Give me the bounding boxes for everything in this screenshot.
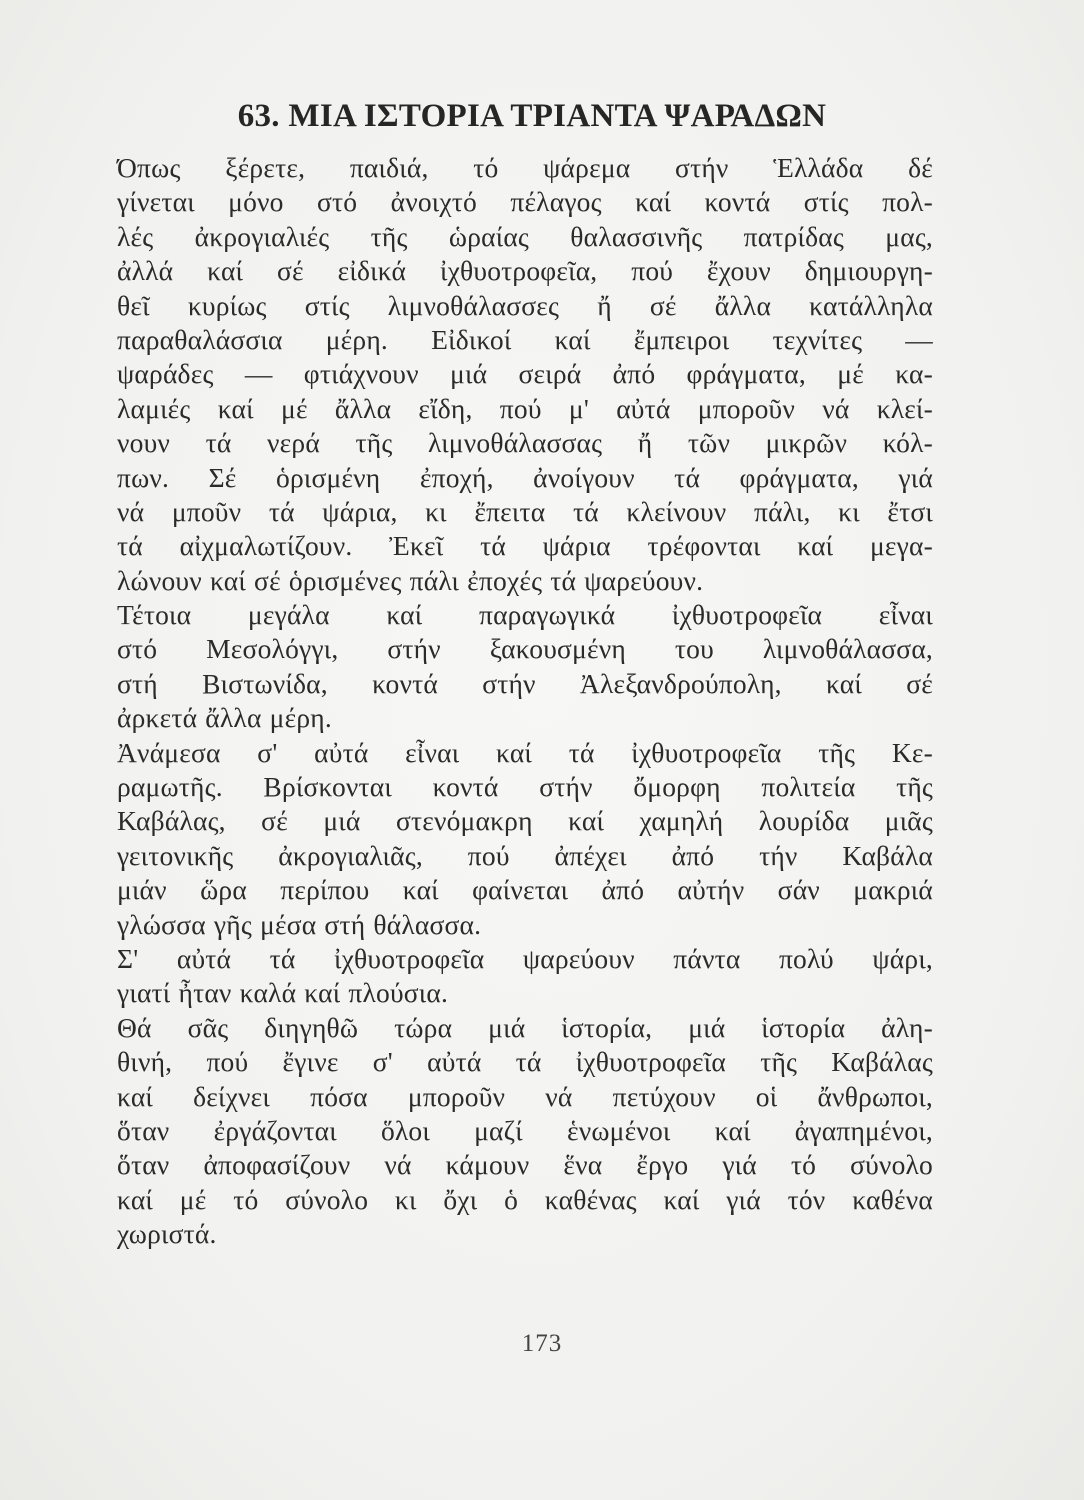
text-line: λές ἀκρογιαλιές τῆς ὡραίας θαλασσινῆς πατρίδας μας, [117,220,933,252]
text-line: Τέτοια μεγάλα καί παραγωγικά ἰχθυοτροφεῖα εἶναι [117,599,933,631]
text-line: Σ' αὐτά τά ἰχθυοτροφεῖα ψαρεύουν πάντα πολύ ψάρι, [117,942,933,974]
text-line: γλώσσα γῆς μέσα στή θάλασσα. [117,908,482,940]
text-line: λώνουν καί σέ ὁρισμένες πάλι ἐποχές τά ψαρεύουν. [117,564,704,596]
text-line: ραμωτῆς. Βρίσκονται κοντά στήν ὄμορφη πολιτεία τῆς [117,771,933,803]
text-line: στή Βιστωνίδα, κοντά στήν Ἀλεξανδρούπολη, καί σέ [117,667,933,699]
text-line: λαμιές καί μέ ἄλλα εἴδη, πού μ' αὐτά μποροῦν νά κλεί- [117,392,933,424]
text-line: νουν τά νερά τῆς λιμνοθάλασσας ἤ τῶν μικρῶν κόλ- [117,427,933,459]
text-line: γίνεται μόνο στό ἀνοιχτό πέλαγος καί κοντά στίς πολ- [117,186,933,218]
text-line: θινή, πού ἔγινε σ' αὐτά τά ἰχθυοτροφεῖα τῆς Καβάλας [117,1046,933,1078]
text-line: γειτονικῆς ἀκρογιαλιᾶς, πού ἀπέχει ἀπό τήν Καβάλα [117,839,933,871]
text-line: ἀρκετά ἄλλα μέρη. [117,702,332,734]
text-line: ψαράδες — φτιάχνουν μιά σειρά ἀπό φράγματα, μέ κα- [117,358,933,390]
text-line: Όπως ξέρετε, παιδιά, τό ψάρεμα στήν Ἑλλάδα δέ [117,152,933,183]
text-line: χωριστά. [117,1218,217,1250]
text-line: νά μποῦν τά ψάρια, κι ἔπειτα τά κλείνουν πάλι, κι ἔτσι [117,495,933,527]
text-line: καί δείχνει πόσα μποροῦν νά πετύχουν οἱ ἄνθρωποι, [117,1080,933,1112]
text-line: γιατί ἦταν καλά καί πλούσια. [117,977,449,1009]
text-line: ὅταν ἀποφασίζουν νά κάμουν ἕνα ἔργο γιά τό σύνολο [117,1149,933,1181]
text-line: καί μέ τό σύνολο κι ὄχι ὁ καθένας καί γιά τόν καθένα [117,1183,933,1215]
text-block [117,96,933,1252]
text-line: Καβάλας, σέ μιά στενόμακρη καί χαμηλή λουρίδα μιᾶς [117,805,933,837]
text-line: Ἀνάμεσα σ' αὐτά εἶναι καί τά ἰχθυοτροφεῖα τῆς Κε- [117,736,933,768]
chapter-title: 63. ΜΙΑ ΙΣΤΟΡΙΑ ΤΡΙΑΝΤΑ ΨΑΡΑΔΩΝ [237,98,827,134]
text-line: παραθαλάσσια μέρη. Εἰδικοί καί ἔμπειροι τεχνίτες — [117,323,933,355]
text-line: ἀλλά καί σέ εἰδικά ἰχθυοτροφεῖα, πού ἔχουν δημιουργη- [117,255,933,287]
text-line: στό Μεσολόγγι, στήν ξακουσμένη του λιμνοθάλασσα, [117,633,933,665]
text-line: τά αἰχμαλωτίζουν. Ἐκεῖ τά ψάρια τρέφονται καί μεγα- [117,530,933,562]
text-line: ὅταν ἐργάζονται ὅλοι μαζί ἑνωμένοι καί ἀγαπημένοι, [117,1114,933,1146]
page-number: 173 [521,1330,563,1357]
text-line: Θά σᾶς διηγηθῶ τώρα μιά ἱστορία, μιά ἱστορία ἀλη- [117,1011,933,1043]
text-line: θεῖ κυρίως στίς λιμνοθάλασσες ἤ σέ ἄλλα κατάλληλα [117,289,933,321]
body-text [117,151,933,1252]
text-line: μιάν ὥρα περίπου καί φαίνεται ἀπό αὐτήν σάν μακριά [117,874,933,906]
text-line: πων. Σέ ὁρισμένη ἐποχή, ἀνοίγουν τά φράγματα, γιά [117,461,933,493]
